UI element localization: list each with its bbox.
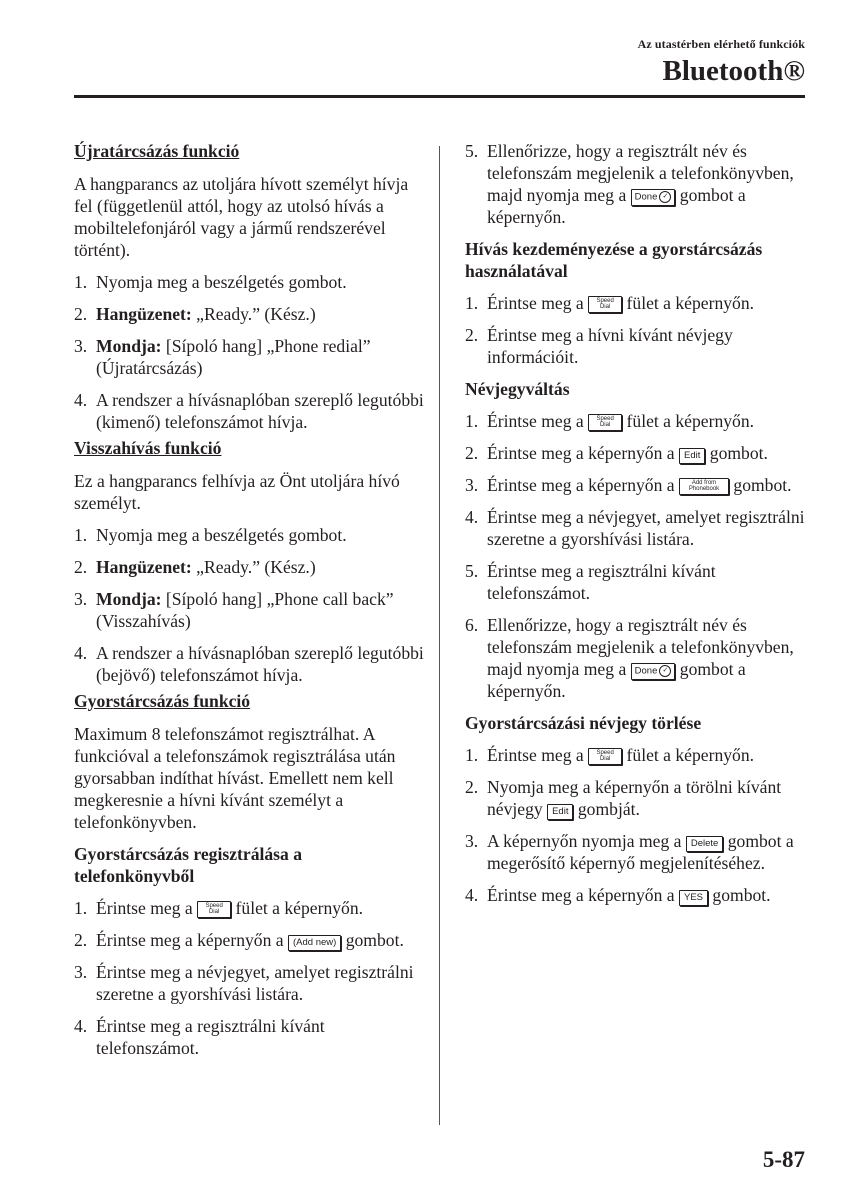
list-item: 3. Mondja: [Sípoló hang] „Phone redial” (Újratárcsázás) [74,336,371,378]
paragraph: Maximum 8 telefonszámot regisztrálhat. A funkcióval a telefonszámok regisztrálása után gyorsabban indíthat hívást. Emellett nem kell megkeresnie a hívni kívánt személyt a telefonkönyvben. [74,724,396,832]
list-item: 1. Érintse meg a Speed Dial fület a képernyőn. [465,293,755,313]
paragraph: A hangparancs az utoljára hívott személyt hívja fel (függetlenül attól, hogy az utolsó hívás a mobiltelefonjáról vagy a jármű rendszerével történt). [74,174,409,260]
steps-list [465,140,810,228]
list-item: 3. Érintse meg a képernyőn a Add from Phonebook gombot. [465,475,792,495]
subsection-heading: Gyorstárcsázás regisztrálása a telefonkönyvből [74,844,303,886]
page-title: Bluetooth® [662,55,805,87]
check-circle-icon: ✓ [659,191,671,203]
list-item: 5. Érintse meg a regisztrálni kívánt telefonszámot. [465,561,716,603]
steps-list [74,524,424,686]
edit-button-icon: Edit [547,804,573,820]
add-new-button-icon: (Add new) [288,935,341,951]
done-button-icon: Done ✓ [631,189,676,206]
right-column [465,140,810,916]
speed-dial-tab-icon: Speed Dial [588,296,622,313]
paragraph: Ez a hangparancs felhívja az Önt utoljára hívó személyt. [74,471,400,513]
speed-dial-tab-icon: Speed Dial [588,748,622,765]
add-from-phonebook-button-icon: Add from Phonebook [679,478,729,495]
delete-button-icon: Delete [686,836,723,852]
list-item: 1. Nyomja meg a beszélgetés gombot. [74,525,347,545]
column-divider [439,146,440,1125]
list-item: 4. Érintse meg a képernyőn a YES gombot. [465,885,771,905]
list-item: 4. A rendszer a hívásnaplóban szereplő legutóbbi (bejövő) telefonszámot hívja. [74,643,424,685]
list-item: 2. Hangüzenet: „Ready.” (Kész.) [74,304,316,324]
steps-list [465,410,810,702]
subsection-heading: Névjegyváltás [465,379,570,399]
list-item: 2. Érintse meg a hívni kívánt névjegy információit. [465,325,733,367]
steps-list [74,271,424,433]
list-item: 2. Hangüzenet: „Ready.” (Kész.) [74,557,316,577]
section-heading: Visszahívás funkció [74,438,222,458]
yes-button-icon: YES [679,890,708,906]
edit-button-icon: Edit [679,448,705,464]
list-item: 1. Nyomja meg a beszélgetés gombot. [74,272,347,292]
subsection-heading: Hívás kezdeményezése a gyorstárcsázás használatával [465,239,763,281]
list-item: 2. Érintse meg a képernyőn a (Add new) gombot. [74,930,404,950]
list-item: 1. Érintse meg a Speed Dial fület a képernyőn. [465,745,755,765]
check-circle-icon: ✓ [659,665,671,677]
list-item: 3. Érintse meg a névjegyet, amelyet regisztrálni szeretne a gyorshívási listára. [74,962,414,1004]
steps-list [74,897,424,1059]
steps-list [465,292,810,368]
left-column [74,140,424,1069]
list-item: 4. A rendszer a hívásnaplóban szereplő legutóbbi (kimenő) telefonszámot hívja. [74,390,424,432]
speed-dial-tab-icon: Speed Dial [588,414,622,431]
done-button-icon: Done ✓ [631,663,676,680]
header-rule [74,95,805,98]
list-item: 2. Nyomja meg a képernyőn a törölni kívánt névjegy Edit gombját. [465,777,782,819]
list-item: 4. Érintse meg a névjegyet, amelyet regisztrálni szeretne a gyorshívási listára. [465,507,805,549]
list-item: 2. Érintse meg a képernyőn a Edit gombot. [465,443,768,463]
subsection-heading: Gyorstárcsázási névjegy törlése [465,713,702,733]
speed-dial-tab-icon: Speed Dial [197,901,231,918]
section-heading: Újratárcsázás funkció [74,141,240,161]
list-item: 1. Érintse meg a Speed Dial fület a képernyőn. [465,411,755,431]
page-number: 5-87 [762,1147,805,1172]
steps-list [465,744,810,906]
list-item: 1. Érintse meg a Speed Dial fület a képernyőn. [74,898,364,918]
list-item: 4. Érintse meg a regisztrálni kívánt telefonszámot. [74,1016,325,1058]
list-item: 6. Ellenőrizze, hogy a regisztrált név és telefonszám megjelenik a telefonkönyvben, majd nyomja meg a Done ✓ gombot a képernyőn. [465,615,794,701]
list-item: 3. Mondja: [Sípoló hang] „Phone call back” (Visszahívás) [74,589,394,631]
header-section: Az utastérben elérhető funkciók [637,37,805,51]
section-heading: Gyorstárcsázás funkció [74,691,251,711]
list-item: 5. Ellenőrizze, hogy a regisztrált név és telefonszám megjelenik a telefonkönyvben, majd nyomja meg a Done ✓ gombot a képernyőn. [465,141,794,227]
list-item: 3. A képernyőn nyomja meg a Delete gombot a megerősítő képernyő megjelenítéséhez. [465,831,794,873]
